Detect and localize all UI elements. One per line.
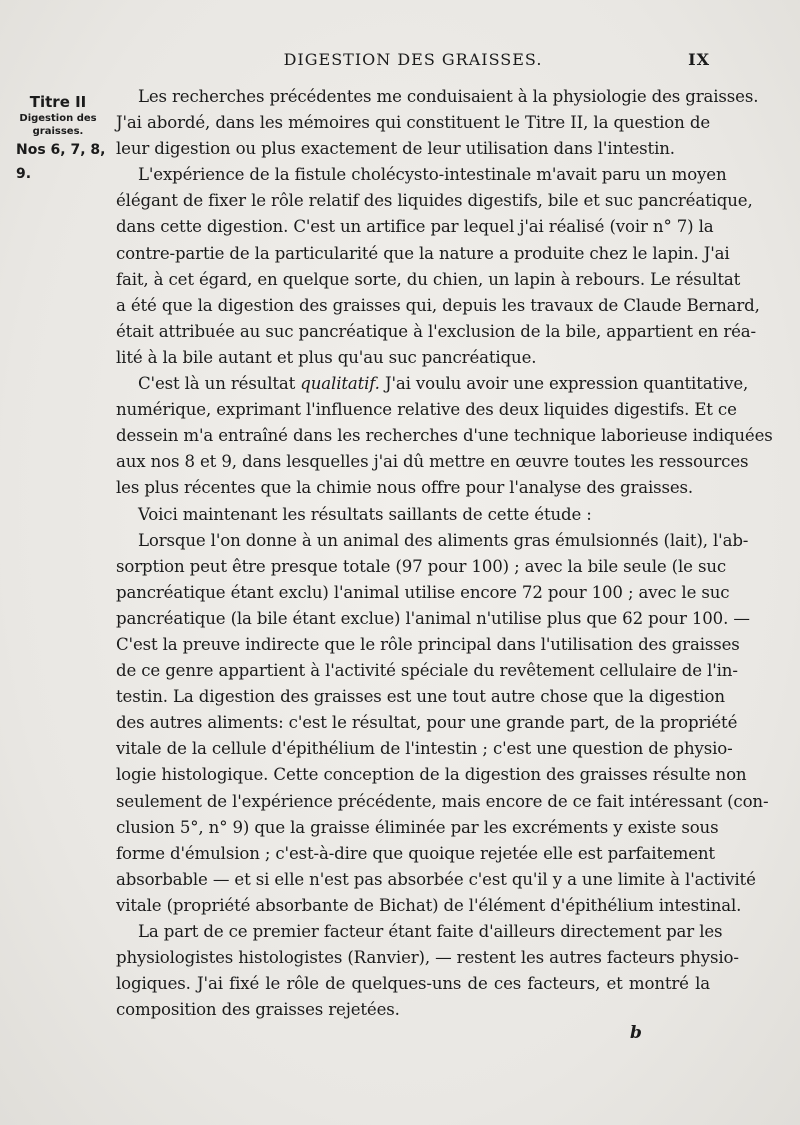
text-line-mixed <box>116 371 749 397</box>
text-line: vitale de la cellule d'épithélium de l'intestin ; c'est une question de physio- <box>116 739 733 759</box>
text-line: dans cette digestion. C'est un artifice par lequel j'ai réalisé (voir n° 7) la <box>116 217 714 237</box>
text-line: clusion 5°, n° 9) que la graisse éliminée par les excréments y existe sous <box>116 817 719 837</box>
text-line: logiques. J'ai fixé le rôle de quelques-uns de ces facteurs, et montré la <box>116 974 710 994</box>
text-line: était attribuée au suc pancréatique à l'exclusion de la bile, appartient en réa- <box>116 321 756 341</box>
text-line: sorption peut être presque totale (97 pour 100) ; avec la bile seule (le suc <box>116 556 727 576</box>
text-line: numérique, exprimant l'influence relative des deux liquides digestifs. Et ce <box>116 400 737 420</box>
text-line: J'ai abordé, dans les mémoires qui constituent le Titre II, la question de <box>116 113 710 133</box>
text-line: seulement de l'expérience précédente, mais encore de ce fait intéressant (con- <box>116 791 769 811</box>
text-line: élégant de fixer le rôle relatif des liquides digestifs, bile et suc pancréatique, <box>116 191 753 211</box>
text-line: aux nos 8 et 9, dans lesquelles j'ai dû mettre en œuvre toutes les ressources <box>116 452 749 472</box>
margin-note-numbers: Nos 6, 7, 8, 9. <box>16 142 106 182</box>
text-line: pancréatique (la bile étant exclue) l'animal n'utilise plus que 62 pour 100. — <box>116 608 750 628</box>
text-line: physiologistes histologistes (Ranvier), — restent les autres facteurs physio- <box>116 948 739 968</box>
text-line: Les recherches précédentes me conduisaient à la physiologie des graisses. <box>138 87 759 106</box>
signature-mark: b <box>630 1023 642 1043</box>
text-line: forme d'émulsion ; c'est-à-dire que quoique rejetée elle est parfaitement <box>116 843 715 863</box>
margin-note-subtitle-1: Digestion des <box>19 113 97 124</box>
text-line: contre-partie de la particularité que la nature a produite chez le lapin. J'ai <box>116 243 730 263</box>
running-head <box>116 50 710 72</box>
text-span: C'est là un résultat <box>138 374 296 394</box>
text-line: leur digestion ou plus exactement de leur utilisation dans l'intestin. <box>116 139 675 159</box>
margin-note-subtitle-2: graisses. <box>32 126 84 137</box>
page-title: DIGESTION DES GRAISSES. <box>283 50 543 69</box>
text-line: C'est la preuve indirecte que le rôle principal dans l'utilisation des graisses <box>116 634 740 654</box>
body-text <box>116 84 773 1023</box>
text-line: L'expérience de la fistule cholécysto-intestinale m'avait paru un moyen <box>138 165 727 185</box>
text-line: testin. La digestion des graisses est une tout autre chose que la digestion <box>116 687 725 707</box>
text-line: lité à la bile autant et plus qu'au suc pancréatique. <box>116 347 537 367</box>
text-line: les plus récentes que la chimie nous offre pour l'analyse des graisses. <box>116 478 694 498</box>
page-number: IX <box>688 50 710 69</box>
text-line: Lorsque l'on donne à un animal des aliments gras émulsionnés (lait), l'ab- <box>138 530 749 550</box>
text-line: La part de ce premier facteur étant faite d'ailleurs directement par les <box>138 922 723 941</box>
text-line: de ce genre appartient à l'activité spéciale du revêtement cellulaire de l'in- <box>116 661 738 681</box>
text-span: J'ai voulu avoir une expression quantitative, <box>384 374 749 394</box>
text-line: composition des graisses rejetées. <box>116 1000 400 1020</box>
text-line: fait, à cet égard, en quelque sorte, du chien, un lapin à rebours. Le résultat <box>116 269 741 289</box>
text-line: dessein m'a entraîné dans les recherches d'une technique laborieuse indiquées <box>116 426 773 446</box>
text-line: a été que la digestion des graisses qui, depuis les travaux de Claude Bernard, <box>116 295 760 315</box>
text-line: absorbable — et si elle n'est pas absorbée c'est qu'il y a une limite à l'activité <box>116 869 756 889</box>
text-line: logie histologique. Cette conception de la digestion des graisses résulte non <box>116 765 747 785</box>
text-line: vitale (propriété absorbante de Bichat) de l'élément d'épithélium intestinal. <box>116 895 742 915</box>
margin-note <box>8 92 108 186</box>
margin-note-title: Titre II <box>29 93 87 111</box>
italic-word: qualitatif. <box>300 374 380 394</box>
text-line: des autres aliments: c'est le résultat, pour une grande part, de la propriété <box>116 713 738 733</box>
text-line: Voici maintenant les résultats saillants de cette étude : <box>138 504 592 524</box>
text-line: pancréatique étant exclu) l'animal utilise encore 72 pour 100 ; avec le suc <box>116 582 730 602</box>
